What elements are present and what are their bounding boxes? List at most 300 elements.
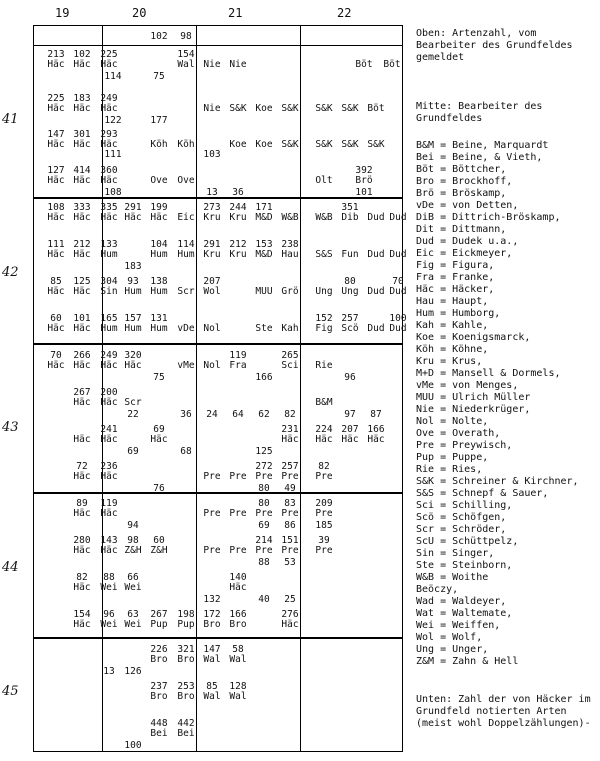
cell-observer-code: Bro [150, 691, 168, 702]
legend-entry: Ove = Overath, [416, 428, 501, 439]
grid-cell [145, 116, 173, 126]
grid-cell [250, 536, 278, 556]
cell-observer-code: Nie [203, 59, 221, 70]
grid-cell [119, 447, 147, 457]
legend-entry: Pre = Preywisch, [416, 440, 513, 451]
cell-count: 214 [255, 535, 273, 546]
cell-count: 226 [150, 644, 168, 655]
legend-entry: S&K = Schreiner & Kirchner, [416, 476, 579, 487]
cell-observer-code: Wal [229, 691, 247, 702]
cell-observer-code: Häc [124, 212, 142, 223]
cell-observer-code: Pup [150, 619, 168, 630]
cell-count: 125 [73, 276, 91, 287]
grid-cell [336, 104, 364, 114]
cell-count: 36 [180, 409, 192, 420]
grid-cell [310, 425, 338, 445]
cell-observer-code: Rie [315, 360, 333, 371]
cell-count: 177 [150, 115, 168, 126]
legend-entry: DiB = Dittrich-Bröskamp, [416, 212, 561, 223]
cell-observer-code: Häc [73, 212, 91, 223]
grid-cell [276, 484, 304, 494]
grid-cell [95, 166, 123, 186]
cell-observer-code: Häc [100, 139, 118, 150]
cell-observer-code: Häc [281, 434, 299, 445]
cell-count: 301 [73, 129, 91, 140]
cell-observer-code: Hum [177, 249, 195, 260]
cell-count: 335 [100, 202, 118, 213]
cell-count: 58 [232, 644, 244, 655]
column-label: 19 [55, 6, 70, 20]
cell-count: 102 [73, 49, 91, 60]
grid-cell [42, 314, 70, 334]
cell-count: 236 [100, 461, 118, 472]
cell-count: 166 [255, 372, 273, 383]
cell-observer-code: Häc [100, 212, 118, 223]
legend-entry: Z&M = Zahn & Hell [416, 656, 519, 667]
grid-cell [68, 166, 96, 186]
legend-entry: Bei = Beine, & Vieth, [416, 152, 543, 163]
grid-cell [336, 373, 364, 383]
legend-entry: Dit = Dittmann, [416, 224, 507, 235]
cell-observer-code: Häc [315, 434, 333, 445]
cell-observer-code: Häc [367, 434, 385, 445]
cell-observer-code: Pre [229, 471, 247, 482]
grid-cell [336, 425, 364, 445]
grid-cell [95, 462, 123, 482]
grid-cell [276, 351, 304, 371]
cell-count: 131 [150, 313, 168, 324]
cell-observer-code: Häc [73, 139, 91, 150]
grid-cell [95, 499, 123, 519]
cell-observer-code: B&M [315, 397, 333, 408]
grid-cell [224, 410, 252, 420]
grid-cell [224, 104, 252, 114]
grid-cell [250, 521, 278, 531]
cell-observer-code: Häc [47, 212, 65, 223]
grid-cell [224, 240, 252, 260]
cell-count: 100 [389, 313, 407, 324]
grid-cell [310, 314, 338, 334]
cell-count: 75 [153, 71, 165, 82]
grid-cell [99, 116, 127, 126]
cell-observer-code: Nol [203, 360, 221, 371]
cell-count: 267 [150, 609, 168, 620]
cell-observer-code: Häc [73, 397, 91, 408]
cell-count: 132 [203, 594, 221, 605]
cell-count: 293 [100, 129, 118, 140]
cell-count: 127 [47, 165, 65, 176]
cell-count: 80 [258, 498, 270, 509]
cell-count: 225 [100, 49, 118, 60]
cell-observer-code: Häc [73, 103, 91, 114]
grid-cell [172, 410, 200, 420]
cell-count: 199 [150, 202, 168, 213]
cell-count: 165 [100, 313, 118, 324]
grid-cell [42, 166, 70, 186]
cell-count: 85 [50, 276, 62, 287]
grid-cell [250, 287, 278, 297]
grid-cell [172, 213, 200, 223]
cell-observer-code: Häc [73, 508, 91, 519]
cell-count: 266 [73, 350, 91, 361]
grid-cell [310, 104, 338, 114]
cell-observer-code: Dib [341, 212, 359, 223]
legend-entry: Sin = Singer, [416, 548, 495, 559]
cell-count: 225 [47, 93, 65, 104]
legend-mitte [416, 101, 596, 125]
cell-count: 49 [284, 483, 296, 494]
cell-count: 157 [124, 313, 142, 324]
cell-count: 320 [124, 350, 142, 361]
cell-count: 108 [47, 202, 65, 213]
cell-count: 147 [203, 644, 221, 655]
grid-cell [384, 314, 412, 334]
grid-cell [95, 50, 123, 70]
grid-cell [119, 314, 147, 334]
cell-observer-code: Bro [150, 654, 168, 665]
legend-entry: Bro = Brockhoff, [416, 176, 513, 187]
grid-cell [250, 447, 278, 457]
cell-observer-code: Hum [100, 249, 118, 260]
grid-cell [68, 50, 96, 70]
grid-cell [250, 203, 278, 223]
grid-cell [99, 188, 127, 198]
cell-observer-code: Häc [100, 59, 118, 70]
cell-observer-code: W&B [281, 212, 299, 223]
legend-entry: Wat = Waltemate, [416, 608, 513, 619]
grid-cell [310, 398, 338, 408]
legend-entry: Wei = Weiffen, [416, 620, 501, 631]
cell-count: 125 [255, 446, 273, 457]
cell-count: 80 [258, 483, 270, 494]
grid-cell [145, 140, 173, 150]
cell-observer-code: Dud [389, 286, 407, 297]
cell-count: 25 [284, 594, 296, 605]
legend-unten [416, 694, 596, 730]
grid-cell [95, 240, 123, 260]
cell-count: 80 [344, 276, 356, 287]
legend-oben-text: Oben: Artenzahl, vom Bearbeiter des Grundfeldes gemeldet [416, 28, 573, 63]
top-strip-value: 98 [180, 31, 192, 42]
grid-cell [68, 130, 96, 150]
cell-observer-code: Häc [100, 434, 118, 445]
cell-observer-code: Sci [281, 360, 299, 371]
legend-entry: MUU = Ulrich Müller [416, 392, 531, 403]
cell-count: 360 [100, 165, 118, 176]
cell-count: 333 [73, 202, 91, 213]
legend-oben [416, 28, 596, 64]
cell-count: 244 [229, 202, 247, 213]
cell-count: 133 [100, 239, 118, 250]
cell-count: 392 [355, 165, 373, 176]
cell-count: 60 [153, 535, 165, 546]
grid-cell [276, 610, 304, 630]
cell-count: 119 [229, 350, 247, 361]
cell-observer-code: Hum [150, 249, 168, 260]
cell-observer-code: S&K [281, 139, 299, 150]
cell-observer-code: Häc [100, 471, 118, 482]
cell-count: 265 [281, 350, 299, 361]
cell-observer-code: W&B [315, 212, 333, 223]
grid-cell [224, 645, 252, 665]
grid-cell [145, 536, 173, 556]
cell-observer-code: Bro [177, 654, 195, 665]
cell-observer-code: Wal [203, 691, 221, 702]
grid-cell [276, 240, 304, 260]
cell-observer-code: Wal [177, 59, 195, 70]
grid-cell [172, 682, 200, 702]
cell-count: 96 [344, 372, 356, 383]
grid-cell [250, 240, 278, 260]
cell-observer-code: Häc [73, 471, 91, 482]
grid-cell [224, 610, 252, 630]
grid-cell [68, 388, 96, 408]
grid-cell [250, 595, 278, 605]
grid-cell [198, 645, 226, 665]
legend-entry: M+D = Mansell & Dormels, [416, 368, 561, 379]
grid-cell [336, 203, 364, 223]
cell-count: 185 [315, 520, 333, 531]
cell-observer-code: Böt [383, 59, 401, 70]
cell-count: 224 [315, 424, 333, 435]
cell-count: 151 [281, 535, 299, 546]
grid-cell [68, 573, 96, 593]
cell-observer-code: S&K [367, 139, 385, 150]
cell-observer-code: Hum [124, 323, 142, 334]
grid-cell [198, 150, 226, 160]
grid-cell [145, 72, 173, 82]
grid-cell [224, 472, 252, 482]
column-label: 20 [132, 6, 147, 20]
legend-entry: Sci = Schilling, [416, 500, 513, 511]
grid-cell [198, 546, 226, 556]
legend-entry: Scr = Schröder, [416, 524, 507, 535]
cell-count: 87 [370, 409, 382, 420]
legend-entry: Dud = Dudek u.a., [416, 236, 519, 247]
cell-observer-code: Häc [73, 582, 91, 593]
cell-count: 153 [255, 239, 273, 250]
cell-observer-code: Köh [150, 139, 168, 150]
grid-cell [42, 240, 70, 260]
cell-observer-code: Häc [100, 360, 118, 371]
grid-cell [42, 351, 70, 371]
grid-cell [198, 410, 226, 420]
cell-observer-code: Häc [47, 286, 65, 297]
cell-count: 231 [281, 424, 299, 435]
grid-cell [224, 203, 252, 223]
grid-cell [198, 324, 226, 334]
cell-count: 69 [153, 424, 165, 435]
cell-count: 82 [76, 572, 88, 583]
grid-cell [119, 351, 147, 371]
grid-cell [350, 176, 378, 186]
grid-cell [172, 645, 200, 665]
grid-cell [42, 50, 70, 70]
cell-observer-code: Dud [367, 286, 385, 297]
cell-observer-code: Kru [203, 249, 221, 260]
cell-count: 154 [73, 609, 91, 620]
grid-cell [68, 536, 96, 556]
cell-observer-code: Häc [47, 59, 65, 70]
cell-observer-code: Hau [281, 249, 299, 260]
cell-count: 69 [127, 446, 139, 457]
grid-cell [119, 277, 147, 297]
grid-cell [310, 287, 338, 297]
cell-observer-code: Häc [47, 249, 65, 260]
cell-count: 104 [150, 239, 168, 250]
cell-observer-code: S&K [315, 139, 333, 150]
cell-count: 68 [180, 446, 192, 457]
cell-count: 85 [206, 681, 218, 692]
cell-count: 114 [104, 71, 122, 82]
cell-count: 198 [177, 609, 195, 620]
grid-cell [172, 361, 200, 371]
cell-observer-code: S&K [341, 139, 359, 150]
grid-cell [250, 558, 278, 568]
cell-observer-code: Häc [47, 360, 65, 371]
cell-observer-code: Häc [73, 59, 91, 70]
cell-observer-code: Häc [73, 545, 91, 556]
cell-observer-code: Häc [73, 360, 91, 371]
cell-observer-code: Eic [177, 212, 195, 223]
cell-count: 101 [73, 313, 91, 324]
grid-cell [68, 435, 96, 445]
cell-observer-code: Häc [100, 508, 118, 519]
legend-entry: B&M = Beine, Marquardt [416, 140, 549, 151]
cell-count: 89 [76, 498, 88, 509]
cell-observer-code: Olt [315, 175, 333, 186]
cell-observer-code: Hum [150, 323, 168, 334]
grid-cell [250, 410, 278, 420]
cell-observer-code: Scr [177, 286, 195, 297]
cell-observer-code: Pre [315, 471, 333, 482]
grid-cell [336, 410, 364, 420]
legend-entry: S&S = Schnepf & Sauer, [416, 488, 549, 499]
grid-cell [42, 203, 70, 223]
grid-cell [250, 104, 278, 114]
legend-entry: Brö = Bröskamp, [416, 188, 507, 199]
cell-observer-code: Scö [341, 323, 359, 334]
legend-entry: Wol = Wolf, [416, 632, 483, 643]
grid-cell [250, 484, 278, 494]
cell-observer-code: Häc [124, 360, 142, 371]
grid-cell [250, 324, 278, 334]
grid-cell [68, 462, 96, 482]
grid-cell [198, 610, 226, 630]
grid-cell [198, 595, 226, 605]
legend-unten-text: Unten: Zahl der von Häcker im Grundfeld notierten Arten (meist wohl Doppelzählungen)- [416, 694, 591, 729]
cell-observer-code: Häc [47, 323, 65, 334]
cell-count: 22 [127, 409, 139, 420]
grid-cell [198, 188, 226, 198]
cell-count: 140 [229, 572, 247, 583]
cell-observer-code: Häc [73, 249, 91, 260]
legend-entry: Pup = Puppe, [416, 452, 489, 463]
grid-cell [68, 94, 96, 114]
cell-observer-code: Pre [203, 545, 221, 556]
row-label: 44 [2, 560, 19, 575]
legend-entry: Koe = Koenigsmarck, [416, 332, 531, 343]
cell-count: 88 [103, 572, 115, 583]
grid-cell [198, 509, 226, 519]
cell-observer-code: MUU [255, 286, 273, 297]
cell-observer-code: Böt [367, 103, 385, 114]
grid-cell [276, 425, 304, 445]
row-label: 41 [2, 112, 19, 127]
grid-cell [119, 573, 147, 593]
cell-count: 143 [100, 535, 118, 546]
cell-count: 76 [153, 483, 165, 494]
grid-cell [95, 94, 123, 114]
cell-observer-code: Ove [150, 175, 168, 186]
grid-cell [350, 60, 378, 70]
cell-observer-code: Nie [229, 59, 247, 70]
grid-cell [198, 361, 226, 371]
grid-cell [145, 176, 173, 186]
cell-count: 209 [315, 498, 333, 509]
cell-count: 442 [177, 718, 195, 729]
grid-cell [198, 277, 226, 297]
cell-observer-code: S&K [341, 103, 359, 114]
grid-cell [172, 610, 200, 630]
cell-observer-code: Häc [229, 582, 247, 593]
cell-observer-code: Hum [150, 286, 168, 297]
cell-count: 267 [73, 387, 91, 398]
grid-cell [145, 425, 173, 445]
grid-cell [310, 462, 338, 482]
cell-observer-code: Häc [47, 103, 65, 114]
cell-count: 273 [203, 202, 221, 213]
cell-count: 13 [206, 187, 218, 198]
legend-entry: Ste = Steinborn, [416, 560, 513, 571]
cell-observer-code: Häc [47, 175, 65, 186]
grid-cell [68, 203, 96, 223]
cell-observer-code: Sin [100, 286, 118, 297]
grid-cell [310, 140, 338, 150]
cell-count: 97 [344, 409, 356, 420]
cell-count: 103 [203, 149, 221, 160]
cell-count: 72 [76, 461, 88, 472]
cell-observer-code: Bro [203, 619, 221, 630]
cell-count: 291 [124, 202, 142, 213]
grid-cell [224, 682, 252, 702]
legend-mitte-text: Mitte: Bearbeiter des Grundfeldes [416, 101, 543, 124]
cell-count: 257 [341, 313, 359, 324]
cell-count: 114 [177, 239, 195, 250]
cell-count: 257 [281, 461, 299, 472]
cell-count: 253 [177, 681, 195, 692]
legend-entry: Ung = Unger, [416, 644, 489, 655]
grid-cell [224, 188, 252, 198]
grid-cell [276, 499, 304, 519]
cell-observer-code: Dud [367, 249, 385, 260]
cell-count: 64 [232, 409, 244, 420]
cell-count: 62 [258, 409, 270, 420]
cell-observer-code: Häc [100, 545, 118, 556]
cell-observer-code: Häc [73, 175, 91, 186]
cell-observer-code: Häc [73, 619, 91, 630]
legend-entry: W&B = Woithe [416, 572, 489, 583]
cell-observer-code: Kru [229, 249, 247, 260]
cell-count: 414 [73, 165, 91, 176]
cell-observer-code: Dud [389, 249, 407, 260]
grid-cell [250, 499, 278, 519]
cell-observer-code: Pre [315, 508, 333, 519]
grid-cell [145, 240, 173, 260]
grid-cell [336, 277, 364, 297]
cell-count: 96 [103, 609, 115, 620]
cell-observer-code: S&K [229, 103, 247, 114]
